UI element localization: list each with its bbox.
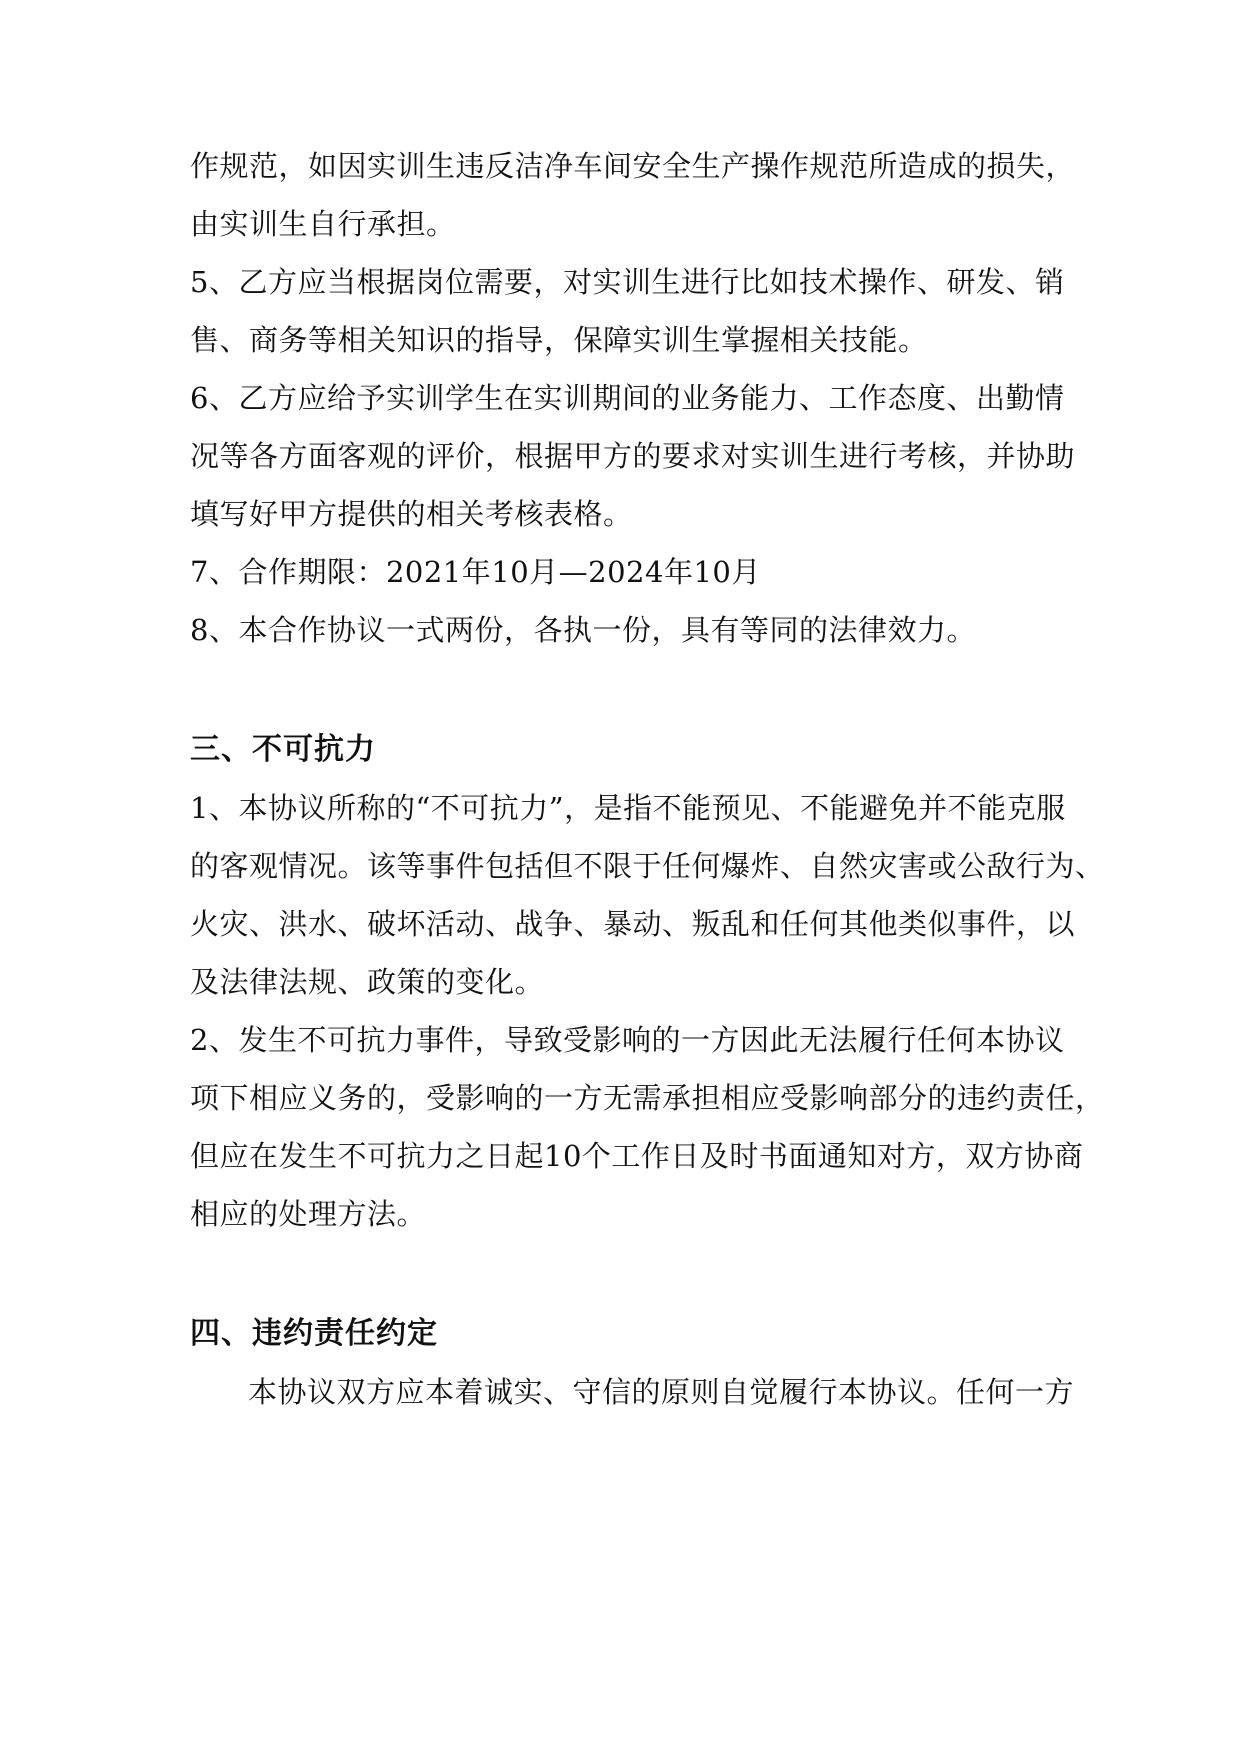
- section-3-clause-1-line: 1、本协议所称的“不可抗力”，是指不能预见、不能避免并不能克服: [190, 791, 1066, 825]
- text-line: 由实训生自行承担。: [190, 207, 456, 241]
- text-line: 的客观情况。该等事件包括但不限于任何爆炸、自然灾害或公敌行为、: [190, 849, 1105, 883]
- section-3-heading: 三、不可抗力: [190, 732, 376, 767]
- text-line: 作规范，如因实训生违反洁净车间安全生产操作规范所造成的损失，: [190, 149, 1076, 183]
- section-3-clause-2-line: 2、发生不可抗力事件，导致受影响的一方因此无法履行任何本协议: [190, 1023, 1065, 1057]
- text-line: 项下相应义务的，受影响的一方无需承担相应受影响部分的违约责任，: [190, 1081, 1105, 1115]
- text-line: 火灾、洪水、破坏活动、战争、暴动、叛乱和任何其他类似事件，以: [190, 907, 1076, 941]
- clause-8-line: 8、本合作协议一式两份，各执一份，具有等同的法律效力。: [190, 613, 976, 647]
- text-line: 但应在发生不可抗力之日起10个工作日及时书面通知对方，双方协商: [190, 1139, 1084, 1173]
- text-line: 填写好甲方提供的相关考核表格。: [190, 497, 633, 531]
- text-line: 相应的处理方法。: [190, 1197, 427, 1231]
- section-4-heading: 四、违约责任约定: [190, 1316, 438, 1351]
- text-line: 况等各方面客观的评价，根据甲方的要求对实训生进行考核，并协助: [190, 439, 1076, 473]
- clause-7-line: 7、合作期限：2021年10月—2024年10月: [190, 555, 761, 589]
- section-4-paragraph-line: 本协议双方应本着诚实、守信的原则自觉履行本协议。任何一方: [248, 1375, 1075, 1409]
- text-line: 售、商务等相关知识的指导，保障实训生掌握相关技能。: [190, 323, 928, 357]
- text-line: 及法律法规、政策的变化。: [190, 965, 545, 999]
- clause-5-line: 5、乙方应当根据岗位需要，对实训生进行比如技术操作、研发、销: [190, 265, 1065, 299]
- clause-6-line: 6、乙方应给予实训学生在实训期间的业务能力、工作态度、出勤情: [190, 381, 1065, 415]
